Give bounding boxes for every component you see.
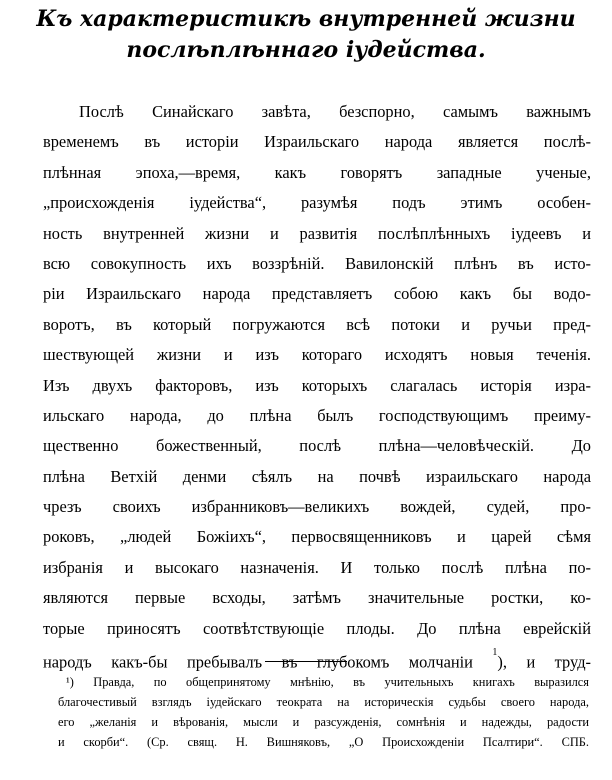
body-line: роковъ, „людей Божіихъ“, первосвященниковъ и царей сѣмя — [43, 527, 591, 547]
body-line: ильскаго народа, до плѣна былъ господствующимъ преиму- — [43, 405, 591, 425]
body-line: ность внутренней жизни и развитія послѣплѣнныхъ іудеевъ и — [43, 223, 591, 243]
body-line: временемъ въ исторіи Израильскаго народа является послѣ- — [43, 132, 591, 152]
footnote-line: и скорби“. (Ср. свящ. Н. Вишняковъ, „О Происхожденіи Псалтири“. СПБ. — [58, 735, 589, 749]
footnote-text: Правда, по общепринятому мнѣнію, въ учительныхъ книгахъ выразился — [93, 675, 589, 689]
footnote-reference[interactable]: 1 — [492, 647, 498, 659]
body-line: „происхожденія іудейства“, разумѣя подъ этимъ особен- — [43, 193, 591, 213]
body-line: плѣна Ветхій денми сѣялъ на почвѣ израильскаго народа — [43, 466, 591, 486]
footnote-line: благочестивый взглядъ іудейскаго теократа на историческія судьбы своего народа, — [58, 695, 589, 709]
footnote — [58, 672, 589, 752]
article-title — [0, 0, 612, 66]
title-line-1: Къ характеристикѣ внутренней жизни — [36, 6, 576, 32]
body-paragraph — [43, 97, 591, 674]
body-line-tail: ), и труд- — [497, 652, 591, 672]
body-line: Изъ двухъ факторовъ, изъ которыхъ слагалась исторія изра- — [43, 375, 591, 395]
body-line: воротъ, въ который погружаются всѣ потоки и ручьи пред- — [43, 314, 591, 334]
body-line: ріи Израильскаго народа представляетъ собою какъ бы водо- — [43, 284, 591, 304]
footnote-marker: ¹) — [66, 675, 74, 689]
body-line: торые приносятъ соотвѣтствующіе плоды. До плѣна еврейскій — [43, 618, 591, 638]
body-line: всю совокупность ихъ воззрѣній. Вавилонскій плѣнъ въ исто- — [43, 253, 591, 273]
footnote-line — [58, 672, 589, 692]
body-line: являются первые всходы, затѣмъ значительные ростки, ко- — [43, 588, 591, 608]
body-line: Послѣ Синайскаго завѣта, безспорно, самымъ важнымъ — [79, 102, 591, 121]
body-line: щественно божественный, послѣ плѣна—человѣческій. До — [43, 436, 591, 456]
body-line: чрезъ своихъ избранниковъ—великихъ вождей, судей, про- — [43, 497, 591, 517]
body-line-text: народъ какъ-бы пребывалъ въ глубокомъ молчаніи — [43, 652, 473, 672]
body-line: шествующей жизни и изъ котораго исходятъ новыя теченія. — [43, 345, 591, 365]
body-line: избранія и высокаго назначенія. И только послѣ плѣна по- — [43, 557, 591, 577]
footnote-line: его „желанія и вѣрованія, мысли и разсужденія, сомнѣнія и надежды, радости — [58, 715, 589, 729]
body-line-last — [43, 644, 591, 674]
body-line: плѣнная эпоха,—время, какъ говорятъ западные ученые, — [43, 162, 591, 182]
footnote-separator — [265, 661, 347, 662]
title-line-2: послѣплѣннаго іудейства. — [126, 37, 486, 63]
